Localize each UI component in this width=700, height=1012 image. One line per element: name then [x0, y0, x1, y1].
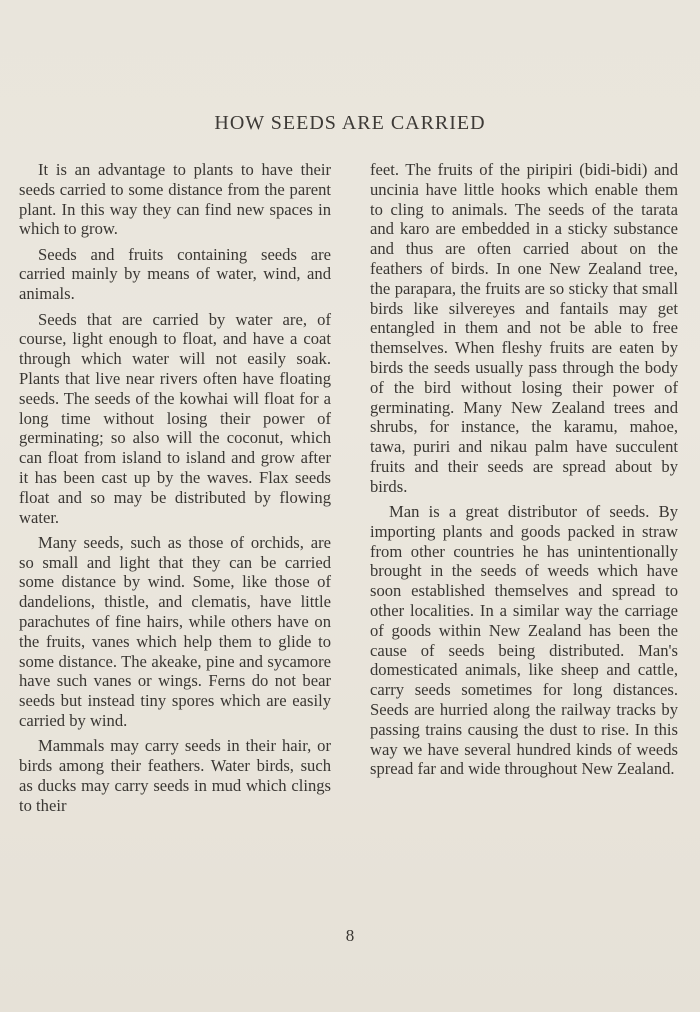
right-column: [370, 160, 678, 785]
left-column: [19, 160, 331, 821]
page-number: 8: [345, 926, 355, 945]
paragraph: Man is a great distributor of seeds. By importing plants and goods packed in straw from other countries he has unintentionally brought in the seeds of weeds which have soon established themselves and spread to other localities. In a similar way the carriage of goods within New Zealand has been the cause of seeds being distributed. Man's domesticated animals, like sheep and cattle, carry seeds sometimes for long distances. Seeds are hurried along the railway tracks by passing trains causing the dust to rise. In this way we have several hundred kinds of weeds spread far and wide throughout New Zealand.: [370, 502, 678, 779]
paragraph: Many seeds, such as those of orchids, are so small and light that they can be carried some distance by wind. Some, like those of dandelions, thistle, and clematis, have little parachutes of fine hairs, while others have on the fruits, vanes which help them to glide to some distance. The akeake, pine and sycamore have such vanes or wings. Ferns do not bear seeds but instead tiny spores which are easily carried by wind.: [19, 532, 331, 731]
paragraph: feet. The fruits of the piripiri (bidi-bidi) and uncinia have little hooks which enable them to cling to animals. The seeds of the tarata and karo are embedded in a sticky substance and thus are often carried about on the feathers of birds. In one New Zealand tree, the parapara, the fruits are so sticky that small birds like silvereyes and fantails may get entangled in them and not be able to free themselves. When fleshy fruits are eaten by birds the seeds usually pass through the body of the bird without losing their power of germinating. Many New Zealand trees and shrubs, for instance, the karamu, mahoe, tawa, puriri and nikau palm have succulent fruits and their seeds are spread about by birds.: [370, 160, 678, 496]
page-title: HOW SEEDS ARE CARRIED: [214, 112, 486, 134]
paragraph: Seeds that are carried by water are, of course, light enough to float, and have a coat through which water will not easily soak. Plants that live near rivers often have floating seeds. The seeds of the kowhai will float for a long time without losing their power of germinating; so also will the coconut, which can float from island to island and grow after it has been cast up by the waves. Flax seeds float and so may be distributed by flowing water.: [19, 309, 331, 527]
paragraph: Seeds and fruits containing seeds are carried mainly by means of water, wind, and animals.: [19, 244, 331, 304]
paragraph: It is an advantage to plants to have their seeds carried to some distance from the parent plant. In this way they can find new spaces in which to grow.: [19, 160, 331, 239]
paragraph: Mammals may carry seeds in their hair, or birds among their feathers. Water birds, such as ducks may carry seeds in mud which clings to their: [19, 736, 331, 815]
